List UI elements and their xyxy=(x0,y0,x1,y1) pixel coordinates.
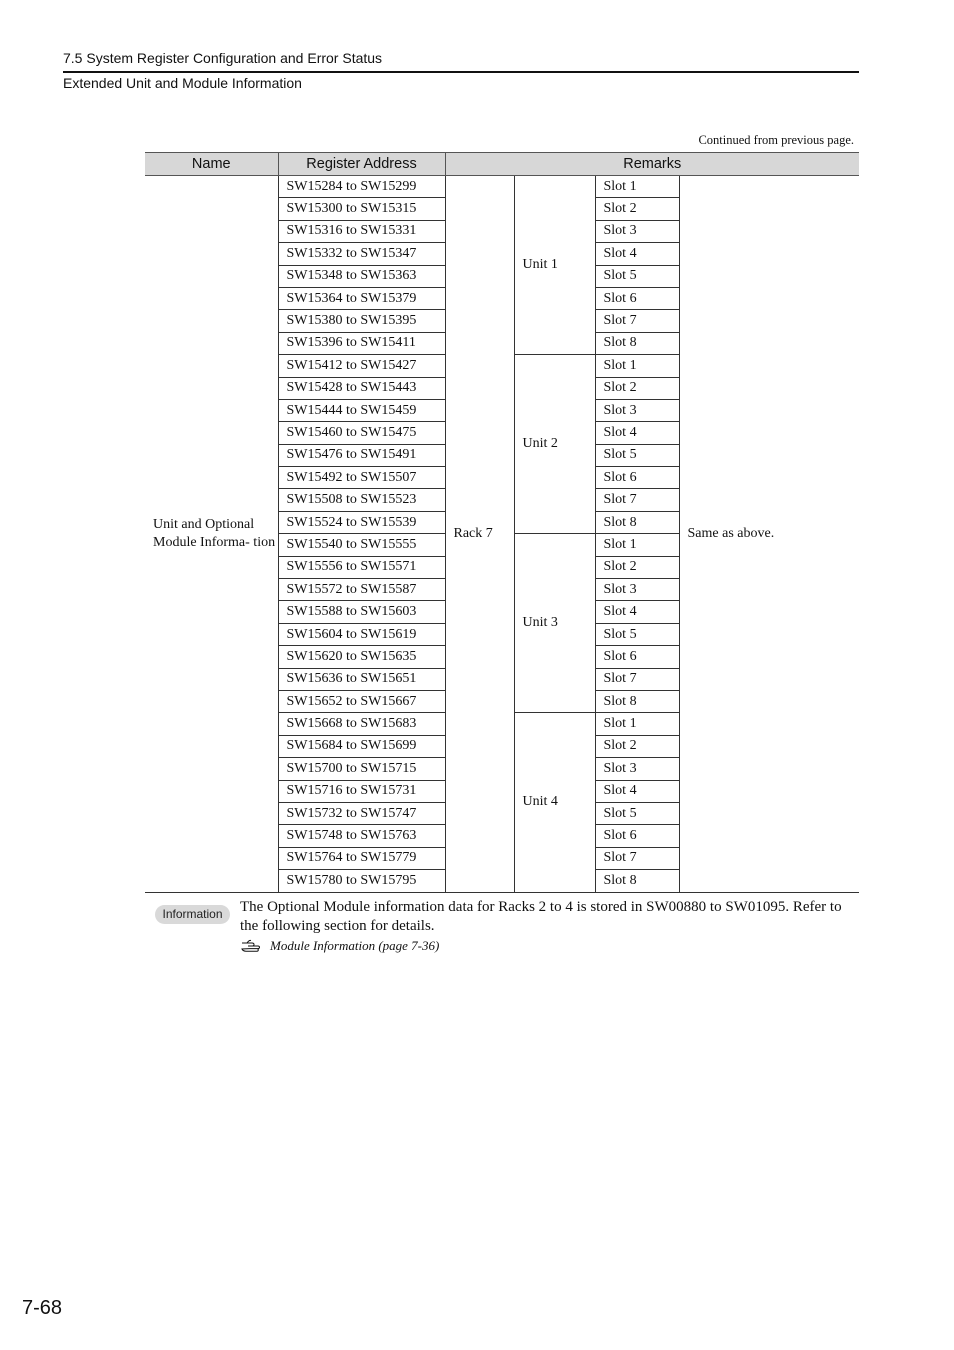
register-address-cell: SW15300 to SW15315 xyxy=(278,198,445,220)
register-address-cell: SW15668 to SW15683 xyxy=(278,713,445,735)
register-address-cell: SW15636 to SW15651 xyxy=(278,668,445,690)
unit-cell: Unit 2 xyxy=(514,355,595,534)
register-address-cell: SW15316 to SW15331 xyxy=(278,220,445,242)
register-address-cell: SW15572 to SW15587 xyxy=(278,579,445,601)
slot-cell: Slot 2 xyxy=(595,735,679,757)
slot-cell: Slot 6 xyxy=(595,825,679,847)
header-rule xyxy=(63,71,859,73)
pointing-hand-icon xyxy=(241,939,263,953)
unit-cell: Unit 3 xyxy=(514,534,595,713)
register-address-cell: SW15780 to SW15795 xyxy=(278,870,445,892)
unit-cell: Unit 1 xyxy=(514,176,595,355)
register-address-cell: SW15508 to SW15523 xyxy=(278,489,445,511)
register-address-cell: SW15524 to SW15539 xyxy=(278,511,445,533)
slot-cell: Slot 8 xyxy=(595,332,679,354)
register-address-cell: SW15492 to SW15507 xyxy=(278,467,445,489)
slot-cell: Slot 3 xyxy=(595,758,679,780)
register-address-cell: SW15348 to SW15363 xyxy=(278,265,445,287)
slot-cell: Slot 2 xyxy=(595,556,679,578)
section-title: 7.5 System Register Configuration and Error Status xyxy=(63,50,383,66)
register-address-cell: SW15556 to SW15571 xyxy=(278,556,445,578)
slot-cell: Slot 8 xyxy=(595,690,679,712)
column-header-address: Register Address xyxy=(278,153,445,176)
register-address-cell: SW15380 to SW15395 xyxy=(278,310,445,332)
reference-link[interactable] xyxy=(241,938,439,954)
register-address-cell: SW15652 to SW15667 xyxy=(278,690,445,712)
register-address-cell: SW15588 to SW15603 xyxy=(278,601,445,623)
slot-cell: Slot 4 xyxy=(595,780,679,802)
register-address-cell: SW15332 to SW15347 xyxy=(278,243,445,265)
slot-cell: Slot 2 xyxy=(595,377,679,399)
register-address-cell: SW15412 to SW15427 xyxy=(278,355,445,377)
column-header-name: Name xyxy=(145,153,278,176)
slot-cell: Slot 7 xyxy=(595,668,679,690)
slot-cell: Slot 2 xyxy=(595,198,679,220)
register-address-cell: SW15428 to SW15443 xyxy=(278,377,445,399)
slot-cell: Slot 1 xyxy=(595,534,679,556)
slot-cell: Slot 1 xyxy=(595,355,679,377)
slot-cell: Slot 6 xyxy=(595,646,679,668)
slot-cell: Slot 8 xyxy=(595,870,679,892)
slot-cell: Slot 6 xyxy=(595,467,679,489)
register-address-cell: SW15364 to SW15379 xyxy=(278,287,445,309)
slot-cell: Slot 5 xyxy=(595,623,679,645)
register-address-cell: SW15748 to SW15763 xyxy=(278,825,445,847)
table-row xyxy=(145,176,859,198)
register-address-cell: SW15396 to SW15411 xyxy=(278,332,445,354)
table-header-row xyxy=(145,153,859,176)
register-address-cell: SW15732 to SW15747 xyxy=(278,802,445,824)
register-address-cell: SW15476 to SW15491 xyxy=(278,444,445,466)
rack-cell: Rack 7 xyxy=(445,176,514,893)
slot-cell: Slot 3 xyxy=(595,579,679,601)
slot-cell: Slot 3 xyxy=(595,399,679,421)
slot-cell: Slot 7 xyxy=(595,847,679,869)
slot-cell: Slot 5 xyxy=(595,265,679,287)
register-address-cell: SW15444 to SW15459 xyxy=(278,399,445,421)
register-address-cell: SW15764 to SW15779 xyxy=(278,847,445,869)
slot-cell: Slot 8 xyxy=(595,511,679,533)
slot-cell: Slot 4 xyxy=(595,422,679,444)
slot-cell: Slot 4 xyxy=(595,243,679,265)
register-address-cell: SW15716 to SW15731 xyxy=(278,780,445,802)
slot-cell: Slot 7 xyxy=(595,489,679,511)
information-text: The Optional Module information data for Racks 2 to 4 is stored in SW00880 to SW01095. Refer to the following section for details. xyxy=(240,899,842,934)
register-address-cell: SW15684 to SW15699 xyxy=(278,735,445,757)
information-badge: Information xyxy=(155,905,230,924)
slot-cell: Slot 7 xyxy=(595,310,679,332)
subsection-title: Extended Unit and Module Information xyxy=(63,75,302,91)
register-address-cell: SW15620 to SW15635 xyxy=(278,646,445,668)
table-body xyxy=(145,176,859,893)
register-address-cell: SW15540 to SW15555 xyxy=(278,534,445,556)
column-header-remarks: Remarks xyxy=(445,153,859,176)
slot-cell: Slot 6 xyxy=(595,287,679,309)
slot-cell: Slot 5 xyxy=(595,802,679,824)
slot-cell: Slot 1 xyxy=(595,713,679,735)
slot-cell: Slot 1 xyxy=(595,176,679,198)
register-address-cell: SW15700 to SW15715 xyxy=(278,758,445,780)
register-table xyxy=(145,152,859,893)
register-address-cell: SW15460 to SW15475 xyxy=(278,422,445,444)
continued-note: Continued from previous page. xyxy=(698,133,854,147)
page-number: 7-68 xyxy=(22,1297,63,1319)
register-address-cell: SW15604 to SW15619 xyxy=(278,623,445,645)
register-address-cell: SW15284 to SW15299 xyxy=(278,176,445,198)
reference-text: Module Information (page 7-36) xyxy=(270,938,440,953)
remark-cell: Same as above. xyxy=(679,176,859,893)
slot-cell: Slot 3 xyxy=(595,220,679,242)
slot-cell: Slot 4 xyxy=(595,601,679,623)
register-name-cell: Unit and Optional Module Informa- tion xyxy=(145,176,278,893)
unit-cell: Unit 4 xyxy=(514,713,595,892)
slot-cell: Slot 5 xyxy=(595,444,679,466)
